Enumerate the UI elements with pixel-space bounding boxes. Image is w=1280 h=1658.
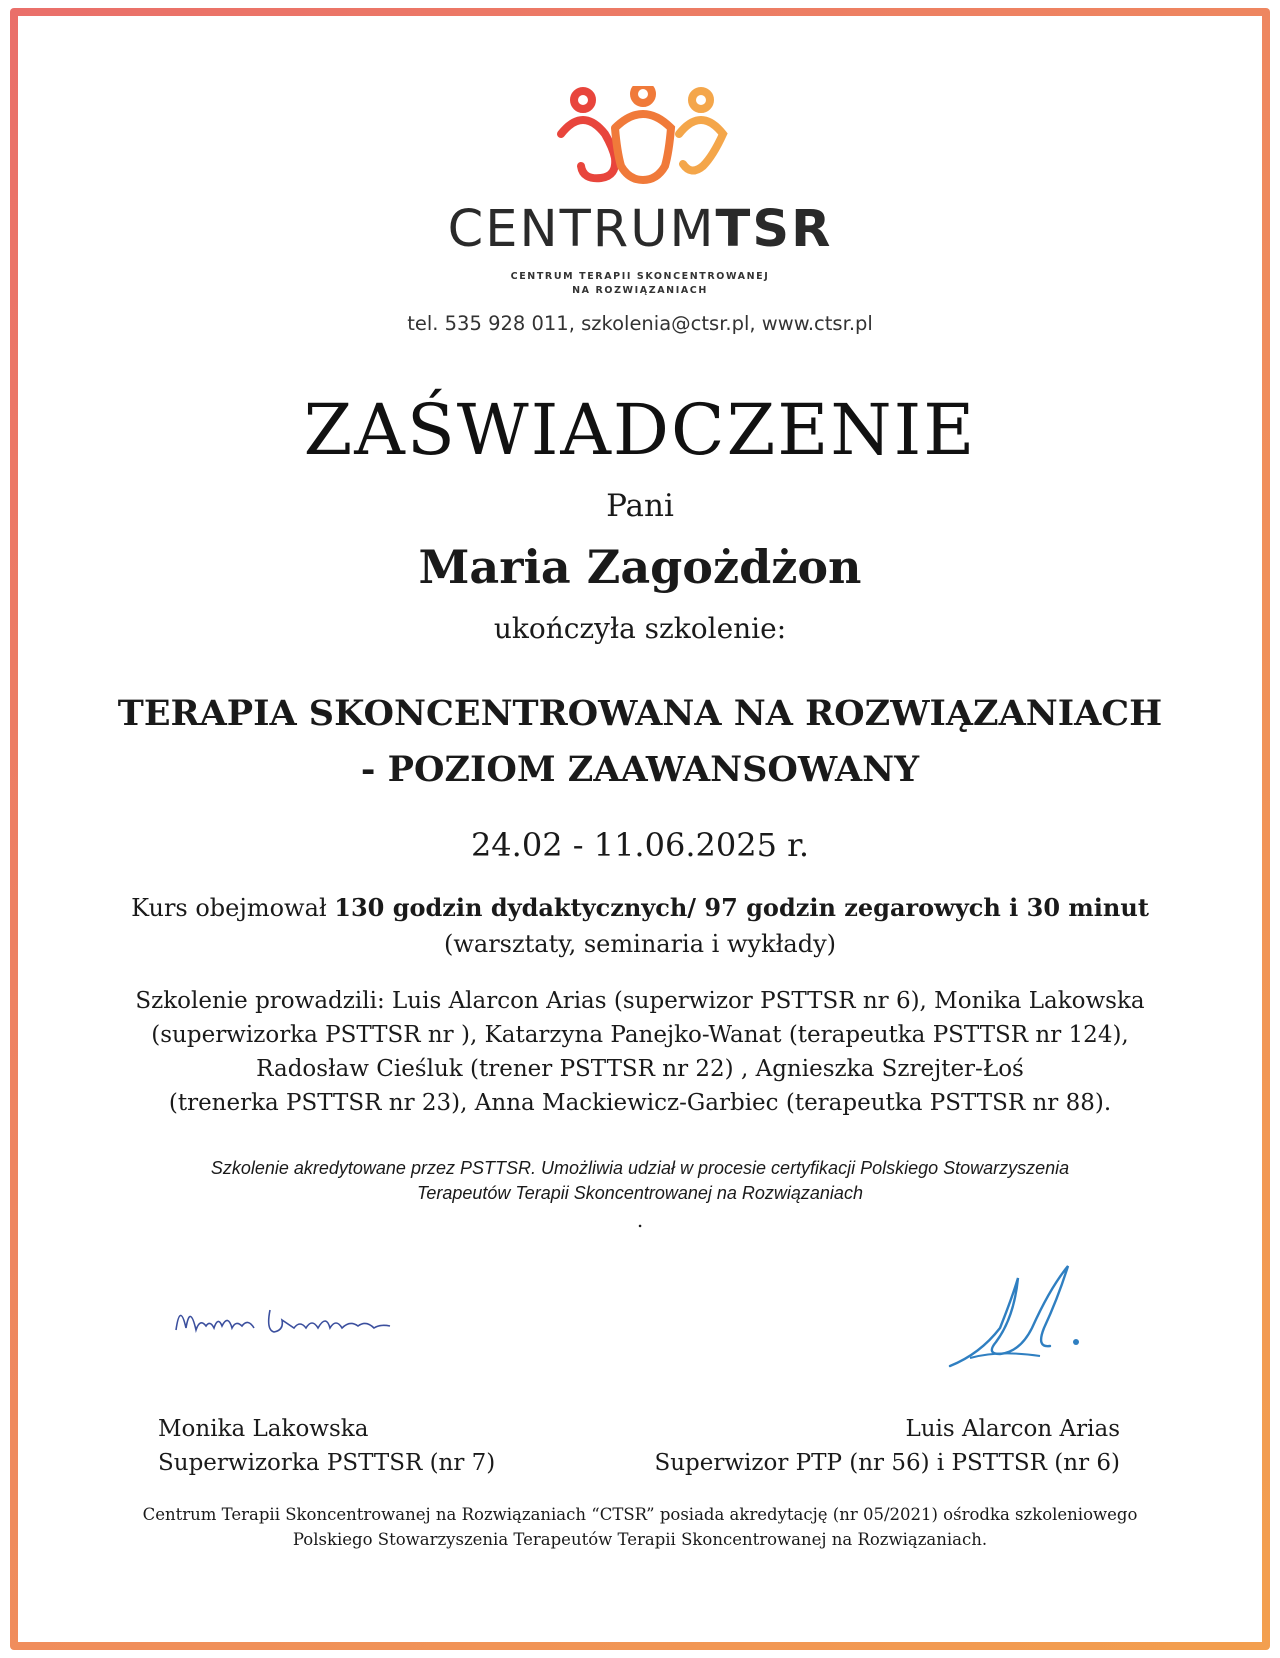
brand-subtitle-line1: CENTRUM TERAPII SKONCENTROWANEJ bbox=[510, 271, 770, 282]
course-hours bbox=[0, 890, 1280, 962]
course-title-line1: TERAPIA SKONCENTROWANA NA ROZWIĄZANIACH bbox=[117, 693, 1163, 734]
signatory-left-name: Monika Lakowska bbox=[158, 1416, 369, 1442]
signature-right-icon bbox=[940, 1258, 1100, 1378]
trainers-line: (trenerka PSTTSR nr 23), Anna Mackiewicz-Garbiec (terapeutka PSTTSR nr 88). bbox=[168, 1090, 1112, 1116]
signatory-right-role: Superwizor PTP (nr 56) i PSTTSR (nr 6) bbox=[654, 1450, 1120, 1476]
accreditation-note bbox=[0, 1156, 1280, 1206]
course-title bbox=[0, 686, 1280, 798]
brand-subtitle bbox=[0, 270, 1280, 298]
signatory-right bbox=[654, 1412, 1120, 1480]
course-title-line2: - POZIOM ZAAWANSOWANY bbox=[360, 749, 920, 790]
brand-subtitle-line2: NA ROZWIĄZANIACH bbox=[572, 285, 708, 296]
completed-text: ukończyła szkolenie: bbox=[493, 612, 787, 645]
hours-note: (warsztaty, seminaria i wykłady) bbox=[443, 930, 836, 958]
signatory-right-name: Luis Alarcon Arias bbox=[905, 1416, 1120, 1442]
hours-bold: 130 godzin dydaktycznych/ 97 godzin zegarowych i 30 minut bbox=[334, 893, 1149, 922]
separator-dot: . bbox=[636, 1208, 644, 1232]
contact-info: tel. 535 928 011, szkolenia@ctsr.pl, www.ctsr.pl bbox=[407, 312, 873, 335]
footer-line: Polskiego Stowarzyszenia Terapeutów Terapii Skoncentrowanej na Rozwiązaniach. bbox=[292, 1530, 988, 1549]
signature-left-icon bbox=[170, 1290, 410, 1350]
brand-name bbox=[0, 200, 1280, 259]
brand-bold: TSR bbox=[715, 200, 833, 259]
hours-prefix: Kurs obejmował bbox=[131, 894, 335, 922]
trainers-line: Szkolenie prowadzili: Luis Alarcon Arias (superwizor PSTTSR nr 6), Monika Lakowska bbox=[135, 988, 1145, 1014]
accreditation-line: Szkolenie akredytowane przez PSTTSR. Umożliwia udział w procesie certyfikacji Polskiego Stowarzyszenia bbox=[210, 1158, 1070, 1178]
ctsr-logo-icon bbox=[553, 86, 733, 186]
certificate-title: ZAŚWIADCZENIE bbox=[303, 389, 977, 471]
footer-note bbox=[0, 1502, 1280, 1552]
signatory-left-role: Superwizorka PSTTSR (nr 7) bbox=[158, 1450, 496, 1476]
trainers-line: Radosław Cieśluk (trener PSTTSR nr 22) , Agnieszka Szrejter-Łoś bbox=[256, 1056, 1024, 1082]
brand-light: CENTRUM bbox=[447, 200, 716, 259]
signatory-left bbox=[158, 1412, 495, 1480]
footer-line: Centrum Terapii Skoncentrowanej na Rozwiązaniach “CTSR” posiada akredytację (nr 05/2021) ośrodka szkoleniowego bbox=[142, 1505, 1138, 1524]
trainers-line: (superwizorka PSTTSR nr ), Katarzyna Panejko-Wanat (terapeutka PSTTSR nr 124), bbox=[151, 1022, 1129, 1048]
course-dates: 24.02 - 11.06.2025 r. bbox=[470, 826, 810, 864]
recipient-name: Maria Zagożdżon bbox=[418, 540, 862, 594]
salutation: Pani bbox=[606, 488, 674, 524]
accreditation-line: Terapeutów Terapii Skoncentrowanej na Rozwiązaniach bbox=[417, 1183, 863, 1203]
trainers-paragraph bbox=[0, 984, 1280, 1120]
